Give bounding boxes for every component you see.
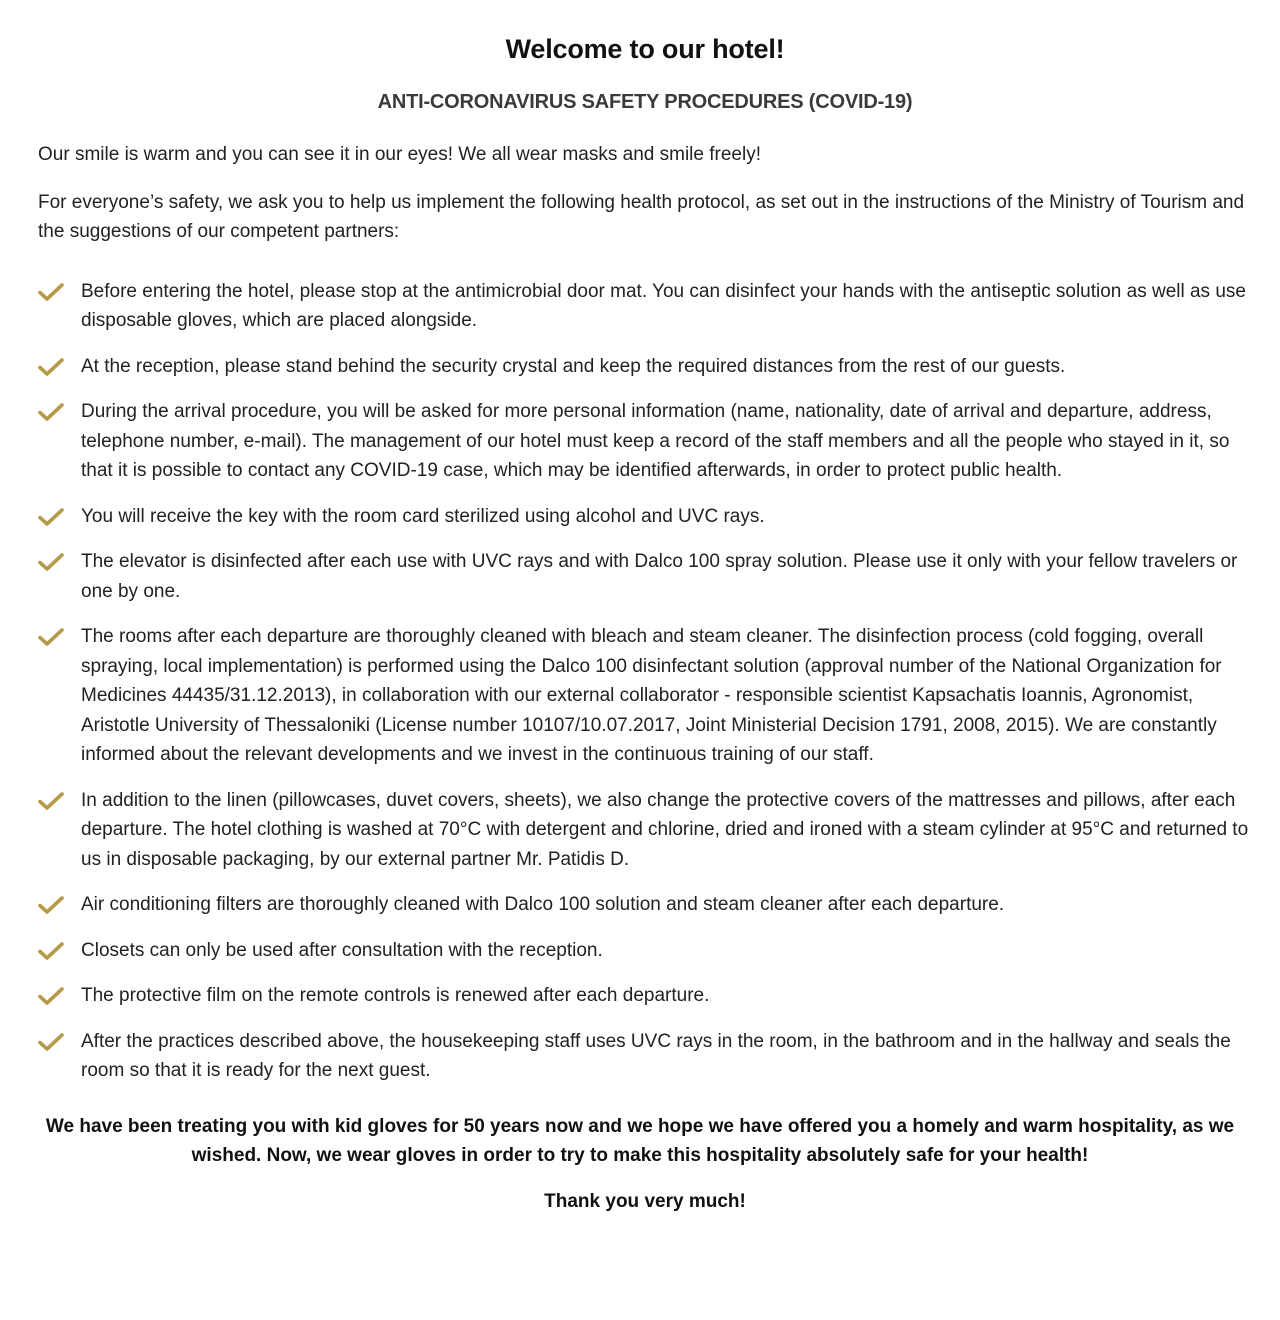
- intro-paragraph-protocol: For everyone’s safety, we ask you to help us implement the following health protocol, as set out in the instructions of the Ministry of Tourism and the suggestions of our competent partners:: [38, 191, 1245, 242]
- list-item-text: Air conditioning filters are thoroughly cleaned with Dalco 100 solution and steam cleaner after each departure.: [81, 894, 1005, 915]
- thank-you-text: Thank you very much!: [544, 1190, 746, 1212]
- list-item: [38, 547, 1252, 606]
- list-item: [38, 502, 1252, 532]
- check-icon: [38, 507, 64, 527]
- check-icon: [38, 986, 64, 1006]
- check-icon: [38, 552, 64, 572]
- check-icon: [38, 357, 64, 377]
- list-item: [38, 622, 1252, 770]
- list-item: [38, 397, 1252, 486]
- check-icon: [38, 627, 64, 647]
- list-item-text: Before entering the hotel, please stop at the antimicrobial door mat. You can disinfect your hands with the antiseptic solution as well as use disposable gloves, which are placed alongside.: [81, 280, 1246, 331]
- list-item: [38, 277, 1252, 336]
- list-item-text: You will receive the key with the room card sterilized using alcohol and UVC rays.: [81, 505, 765, 527]
- list-item: [38, 786, 1252, 875]
- list-item-text: At the reception, please stand behind the security crystal and keep the required distances from the rest of our guests.: [81, 355, 1066, 377]
- list-item-text: The rooms after each departure are thoroughly cleaned with bleach and steam cleaner. The disinfection process (cold fogging, overall spraying, local implementation) is performed using the Dalco 100 disinfectant solution (approval number of the National Organization for Medicines 44435/31.12.2013), in collaboration with our external collaborator - responsible scientist Kapsachatis Ioannis, Agronomist, Aristotle University of Thessaloniki (License number 10107/10.07.2017, Joint Ministerial Decision 1791, 2008, 2015). We are constantly informed about the relevant developments and we invest in the continuous training of our staff.: [81, 626, 1222, 765]
- page-title: Welcome to our hotel!: [505, 34, 785, 64]
- check-icon: [38, 402, 64, 422]
- list-item: [38, 890, 1252, 920]
- list-item: [38, 1027, 1252, 1086]
- check-icon: [38, 941, 64, 961]
- check-icon: [38, 1032, 64, 1052]
- check-icon: [38, 791, 64, 811]
- list-item-text: During the arrival procedure, you will be asked for more personal information (name, nationality, date of arrival and departure, address, telephone number, e-mail). The management of our hotel must keep a record of the staff members and all the people who stayed in it, so that it is possible to contact any COVID-19 case, which may be identified afterwards, in order to protect public health.: [81, 401, 1230, 481]
- list-item-text: After the practices described above, the housekeeping staff uses UVC rays in the room, in the bathroom and in the hallway and seals the room so that it is ready for the next guest.: [81, 1030, 1231, 1081]
- closing-message: We have been treating you with kid gloves for 50 years now and we hope we have offered you a homely and warm hospitality, as we wished. Now, we wear gloves in order to try to make this hospitality absolutely safe for your health!: [45, 1115, 1235, 1166]
- list-item: [38, 936, 1252, 966]
- list-item-text: The elevator is disinfected after each use with UVC rays and with Dalco 100 spray solution. Please use it only with your fellow travelers or one by one.: [81, 551, 1238, 602]
- procedures-list: [38, 277, 1252, 1086]
- intro-paragraph-smile: Our smile is warm and you can see it in our eyes! We all wear masks and smile freely!: [38, 144, 761, 165]
- list-item-text: In addition to the linen (pillowcases, duvet covers, sheets), we also change the protective covers of the mattresses and pillows, after each departure. The hotel clothing is washed at 70°C with detergent and chlorine, dried and ironed with a steam cylinder at 95°C and returned to us in disposable packaging, by our external partner Mr. Patidis D.: [81, 789, 1249, 870]
- list-item-text: The protective film on the remote controls is renewed after each departure.: [81, 985, 710, 1006]
- list-item: [38, 981, 1252, 1011]
- list-item: [38, 352, 1252, 382]
- list-item-text: Closets can only be used after consultation with the reception.: [81, 939, 603, 961]
- check-icon: [38, 282, 64, 302]
- check-icon: [38, 895, 64, 915]
- page-subtitle: ANTI-CORONAVIRUS SAFETY PROCEDURES (COVID-19): [377, 91, 913, 113]
